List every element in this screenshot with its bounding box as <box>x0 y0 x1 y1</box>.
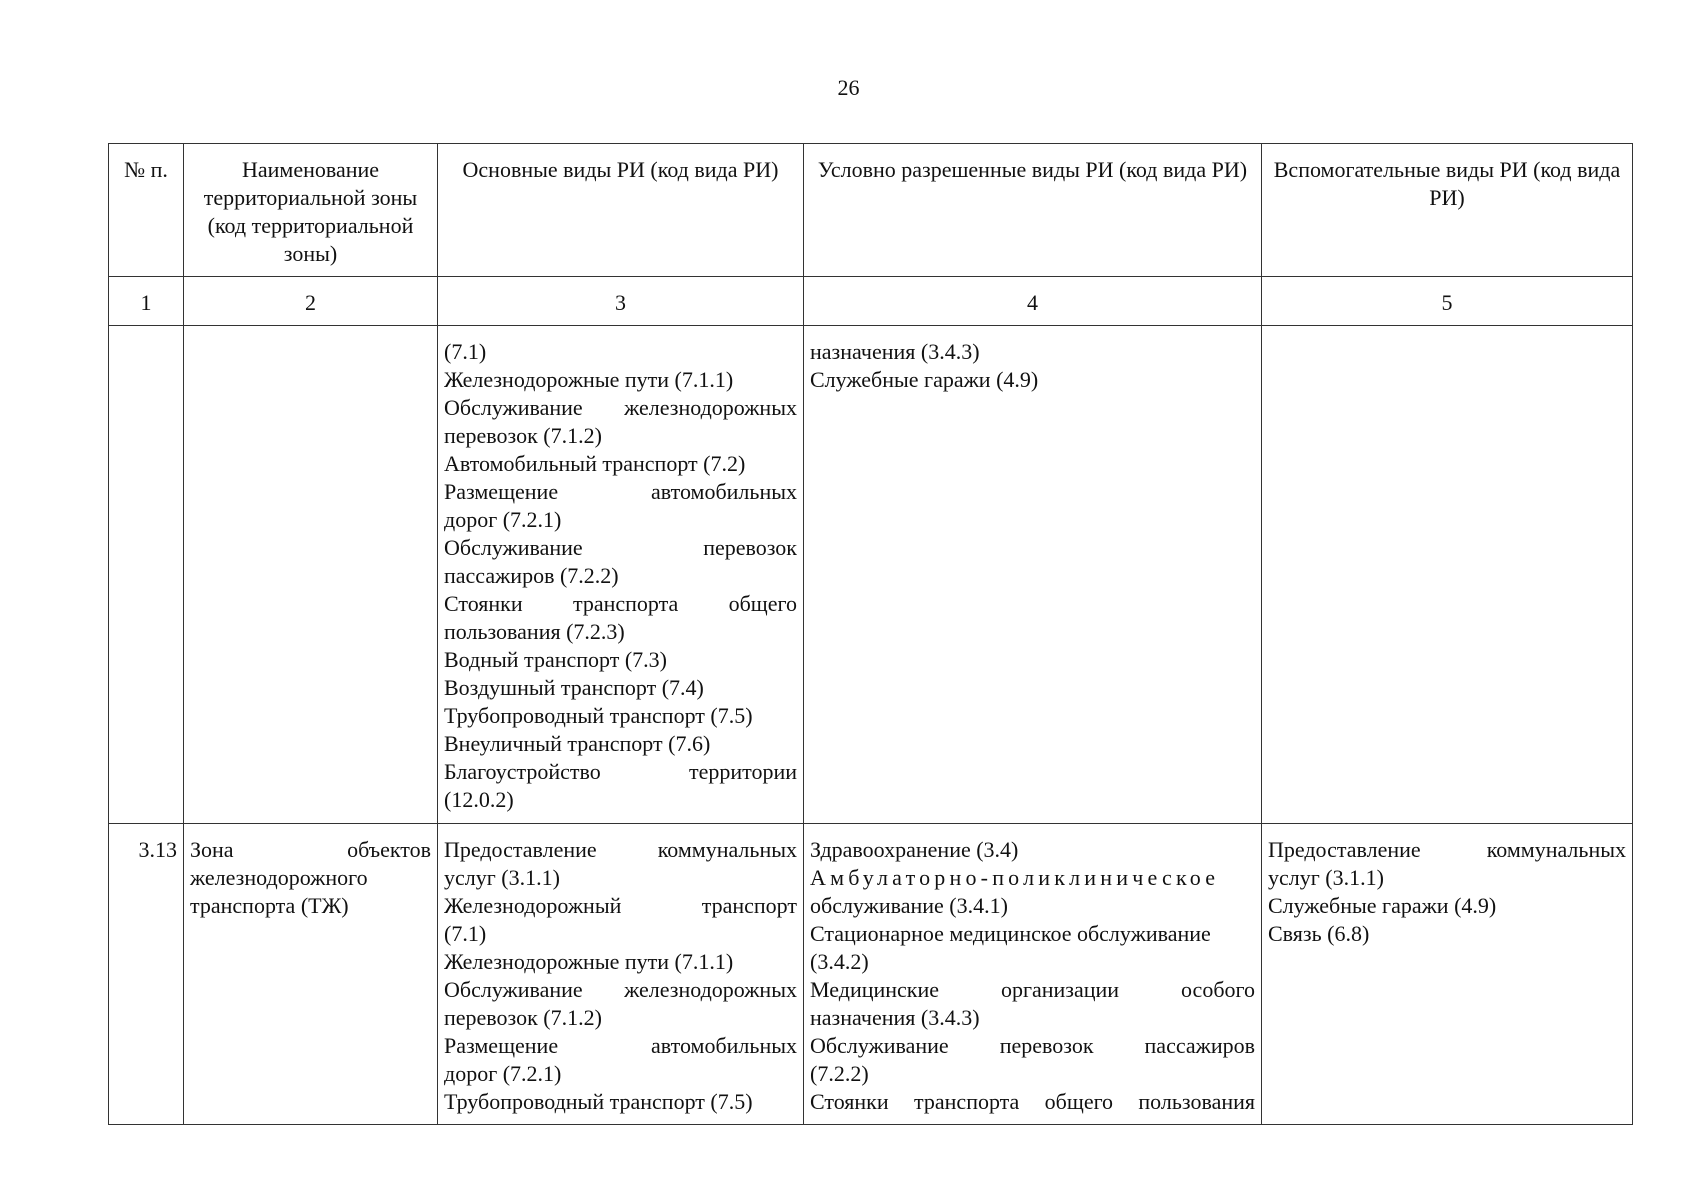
list-line: Служебные гаражи (4.9) <box>810 367 1039 392</box>
list-line: Стоянки транспорта общего <box>444 591 797 616</box>
conditional-uses-cell <box>804 824 1262 1125</box>
list-line: Обслуживание перевозок пассажиров <box>810 1033 1255 1058</box>
row-number <box>109 326 184 824</box>
list-line: Зона объектов <box>190 837 431 862</box>
zone-name <box>184 326 438 824</box>
list-line: назначения (3.4.3) <box>810 339 980 364</box>
list-line: Обслуживание железнодорожных <box>444 395 797 420</box>
list-line: транспорта (ТЖ) <box>190 893 349 918</box>
list-line: обслуживание (3.4.1) <box>810 893 1008 918</box>
list-line: Амбулаторно-поликлиническое <box>810 865 1220 890</box>
list-line: перевозок (7.1.2) <box>444 423 602 448</box>
header-auxiliary-uses: Вспомогательные виды РИ (код вида РИ) <box>1262 144 1633 277</box>
column-number: 3 <box>438 277 804 326</box>
header-conditional-uses: Условно разрешенные виды РИ (код вида РИ) <box>804 144 1262 277</box>
list-line: перевозок (7.1.2) <box>444 1005 602 1030</box>
list-line: (7.2.2) <box>810 1061 869 1086</box>
list-line: дорог (7.2.1) <box>444 1061 562 1086</box>
table-row <box>109 326 1633 824</box>
zones-table <box>108 143 1633 1125</box>
list-line: Железнодорожный транспорт <box>444 893 797 918</box>
main-uses-cell <box>438 824 804 1125</box>
conditional-uses-cell <box>804 326 1262 824</box>
header-main-uses: Основные виды РИ (код вида РИ) <box>438 144 804 277</box>
list-line: дорог (7.2.1) <box>444 507 562 532</box>
list-line: Трубопроводный транспорт (7.5) <box>444 1089 753 1114</box>
list-line: Железнодорожные пути (7.1.1) <box>444 949 734 974</box>
list-line: Размещение автомобильных <box>444 1033 797 1058</box>
list-line: Предоставление коммунальных <box>1268 837 1626 862</box>
auxiliary-uses-cell <box>1262 824 1633 1125</box>
list-line: назначения (3.4.3) <box>810 1005 980 1030</box>
list-line: Автомобильный транспорт (7.2) <box>444 451 746 476</box>
list-line: Обслуживание железнодорожных <box>444 977 797 1002</box>
column-number: 1 <box>109 277 184 326</box>
list-line: Железнодорожные пути (7.1.1) <box>444 367 734 392</box>
list-line: Обслуживание перевозок <box>444 535 797 560</box>
list-line: железнодорожного <box>190 865 368 890</box>
list-line: Служебные гаражи (4.9) <box>1268 893 1497 918</box>
column-number: 4 <box>804 277 1262 326</box>
list-line: (7.1) <box>444 921 487 946</box>
list-line: пассажиров (7.2.2) <box>444 563 619 588</box>
list-line: (12.0.2) <box>444 787 514 812</box>
list-line: Стоянки транспорта общего пользования <box>810 1089 1255 1114</box>
list-line: Стационарное медицинское обслуживание <box>810 921 1211 946</box>
list-line: Благоустройство территории <box>444 759 797 784</box>
page-number: 26 <box>837 75 860 100</box>
list-line: Водный транспорт (7.3) <box>444 647 667 672</box>
table-row <box>109 824 1633 1125</box>
list-line: Связь (6.8) <box>1268 921 1370 946</box>
table-header-row <box>109 144 1633 277</box>
row-number: 3.13 <box>109 824 184 1125</box>
list-line: (7.1) <box>444 339 487 364</box>
auxiliary-uses-cell <box>1262 326 1633 824</box>
header-zone-name: Наименование территориальной зоны (код территориальной зоны) <box>184 144 438 277</box>
list-line: Предоставление коммунальных <box>444 837 797 862</box>
main-uses-cell <box>438 326 804 824</box>
header-number: № п. <box>109 144 184 277</box>
zone-name <box>184 824 438 1125</box>
list-line: Внеуличный транспорт (7.6) <box>444 731 711 756</box>
list-line: Воздушный транспорт (7.4) <box>444 675 704 700</box>
list-line: (3.4.2) <box>810 949 869 974</box>
column-number-row <box>109 277 1633 326</box>
column-number: 2 <box>184 277 438 326</box>
list-line: Размещение автомобильных <box>444 479 797 504</box>
list-line: Медицинские организации особого <box>810 977 1255 1002</box>
list-line: услуг (3.1.1) <box>1268 865 1384 890</box>
list-line: Здравоохранение (3.4) <box>810 837 1019 862</box>
list-line: пользования (7.2.3) <box>444 619 625 644</box>
list-line: услуг (3.1.1) <box>444 865 560 890</box>
column-number: 5 <box>1262 277 1633 326</box>
list-line: Трубопроводный транспорт (7.5) <box>444 703 753 728</box>
